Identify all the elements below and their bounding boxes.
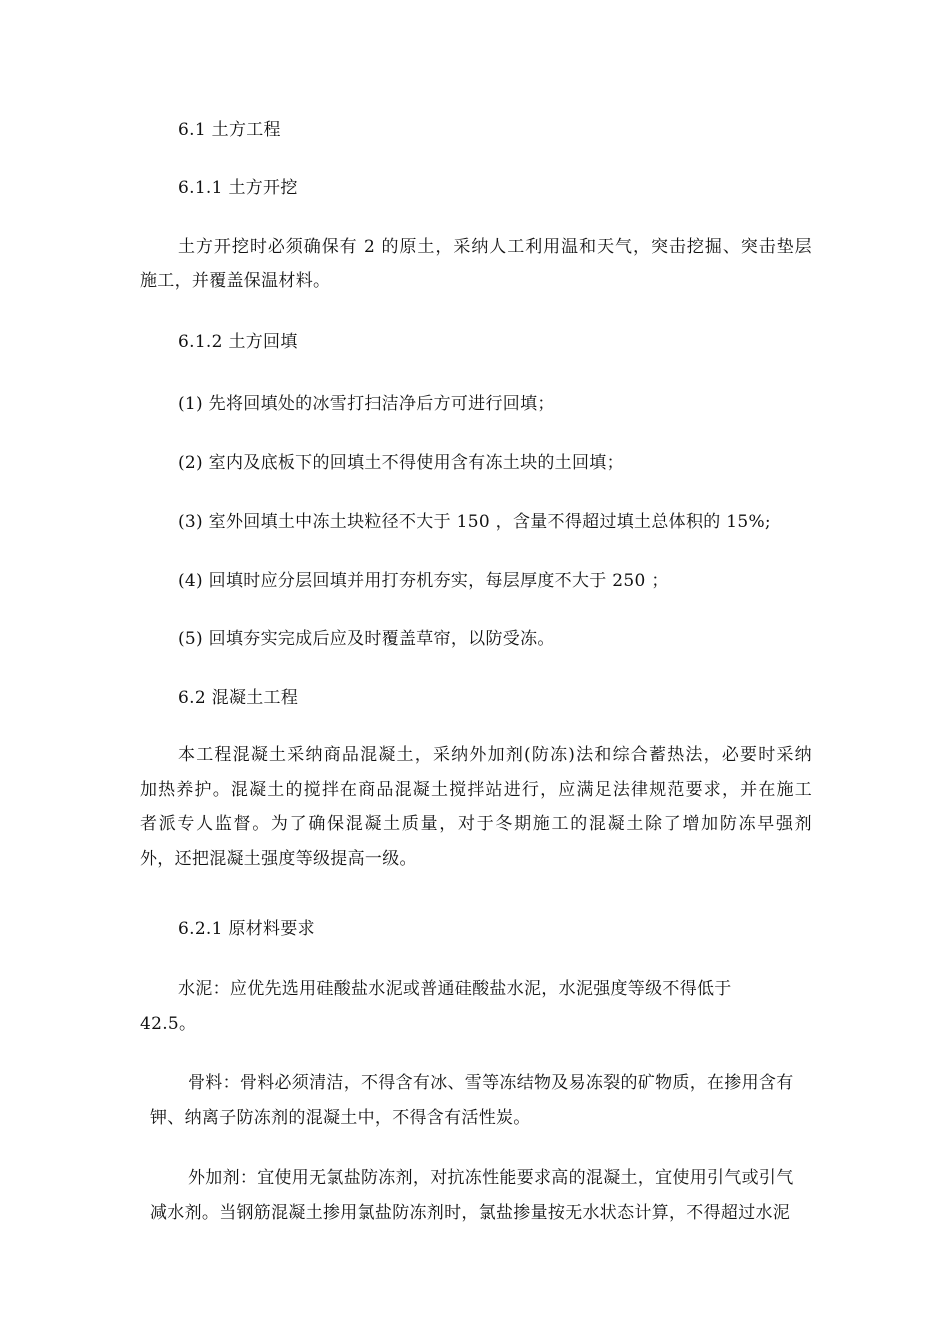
list-item: (3) 室外回填土中冻土块粒径不大于 150 ，含量不得超过填土总体积的 15%; (178, 512, 771, 532)
heading-6-2: 6.2 混凝土工程 (178, 688, 299, 708)
heading-6-1-2: 6.1.2 土方回填 (178, 332, 298, 352)
paragraph-line: 施工，并覆盖保温材料。 (140, 271, 331, 291)
paragraph-line: 外，还把混凝土强度等级提高一级。 (140, 849, 417, 869)
list-item: (1) 先将回填处的冰雪打扫洁净后方可进行回填； (178, 394, 555, 414)
heading-6-2-1: 6.2.1 原材料要求 (178, 919, 315, 939)
paragraph-line: 本工程混凝土采纳商品混凝土，采纳外加剂(防冻)法和综合蓄热法，必要时采纳 (178, 745, 812, 765)
paragraph-line: 者派专人监督。为了确保混凝土质量，对于冬期施工的混凝土除了增加防冻早强剂 (140, 814, 812, 834)
paragraph-line: 42.5。 (140, 1014, 197, 1034)
list-item: (2) 室内及底板下的回填土不得使用含有冻土块的土回填； (178, 453, 624, 473)
list-item: (5) 回填夯实完成后应及时覆盖草帘，以防受冻。 (178, 629, 555, 649)
paragraph-line: 水泥：应优先选用硅酸盐水泥或普通硅酸盐水泥，水泥强度等级不得低于 (178, 979, 732, 999)
paragraph-line: 土方开挖时必须确保有 2 的原土，采纳人工利用温和天气，突击挖掘、突击垫层 (178, 237, 812, 257)
paragraph-line: 减水剂。当钢筋混凝土掺用氯盐防冻剂时，氯盐掺量按无水状态计算，不得超过水泥 (150, 1203, 791, 1223)
paragraph-line: 外加剂：宜使用无氯盐防冻剂，对抗冻性能要求高的混凝土，宜使用引气或引气 (188, 1168, 794, 1188)
heading-6-1-1: 6.1.1 土方开挖 (178, 178, 298, 198)
paragraph-line: 加热养护。混凝土的搅拌在商品混凝土搅拌站进行，应满足法律规范要求，并在施工 (140, 780, 812, 800)
list-item: (4) 回填时应分层回填并用打夯机夯实，每层厚度不大于 250 ； (178, 571, 669, 591)
heading-6-1: 6.1 土方工程 (178, 120, 281, 140)
paragraph-line: 钾、纳离子防冻剂的混凝土中，不得含有活性炭。 (150, 1108, 531, 1128)
paragraph-line: 骨料：骨料必须清洁，不得含有冰、雪等冻结物及易冻裂的矿物质，在掺用含有 (188, 1073, 794, 1093)
